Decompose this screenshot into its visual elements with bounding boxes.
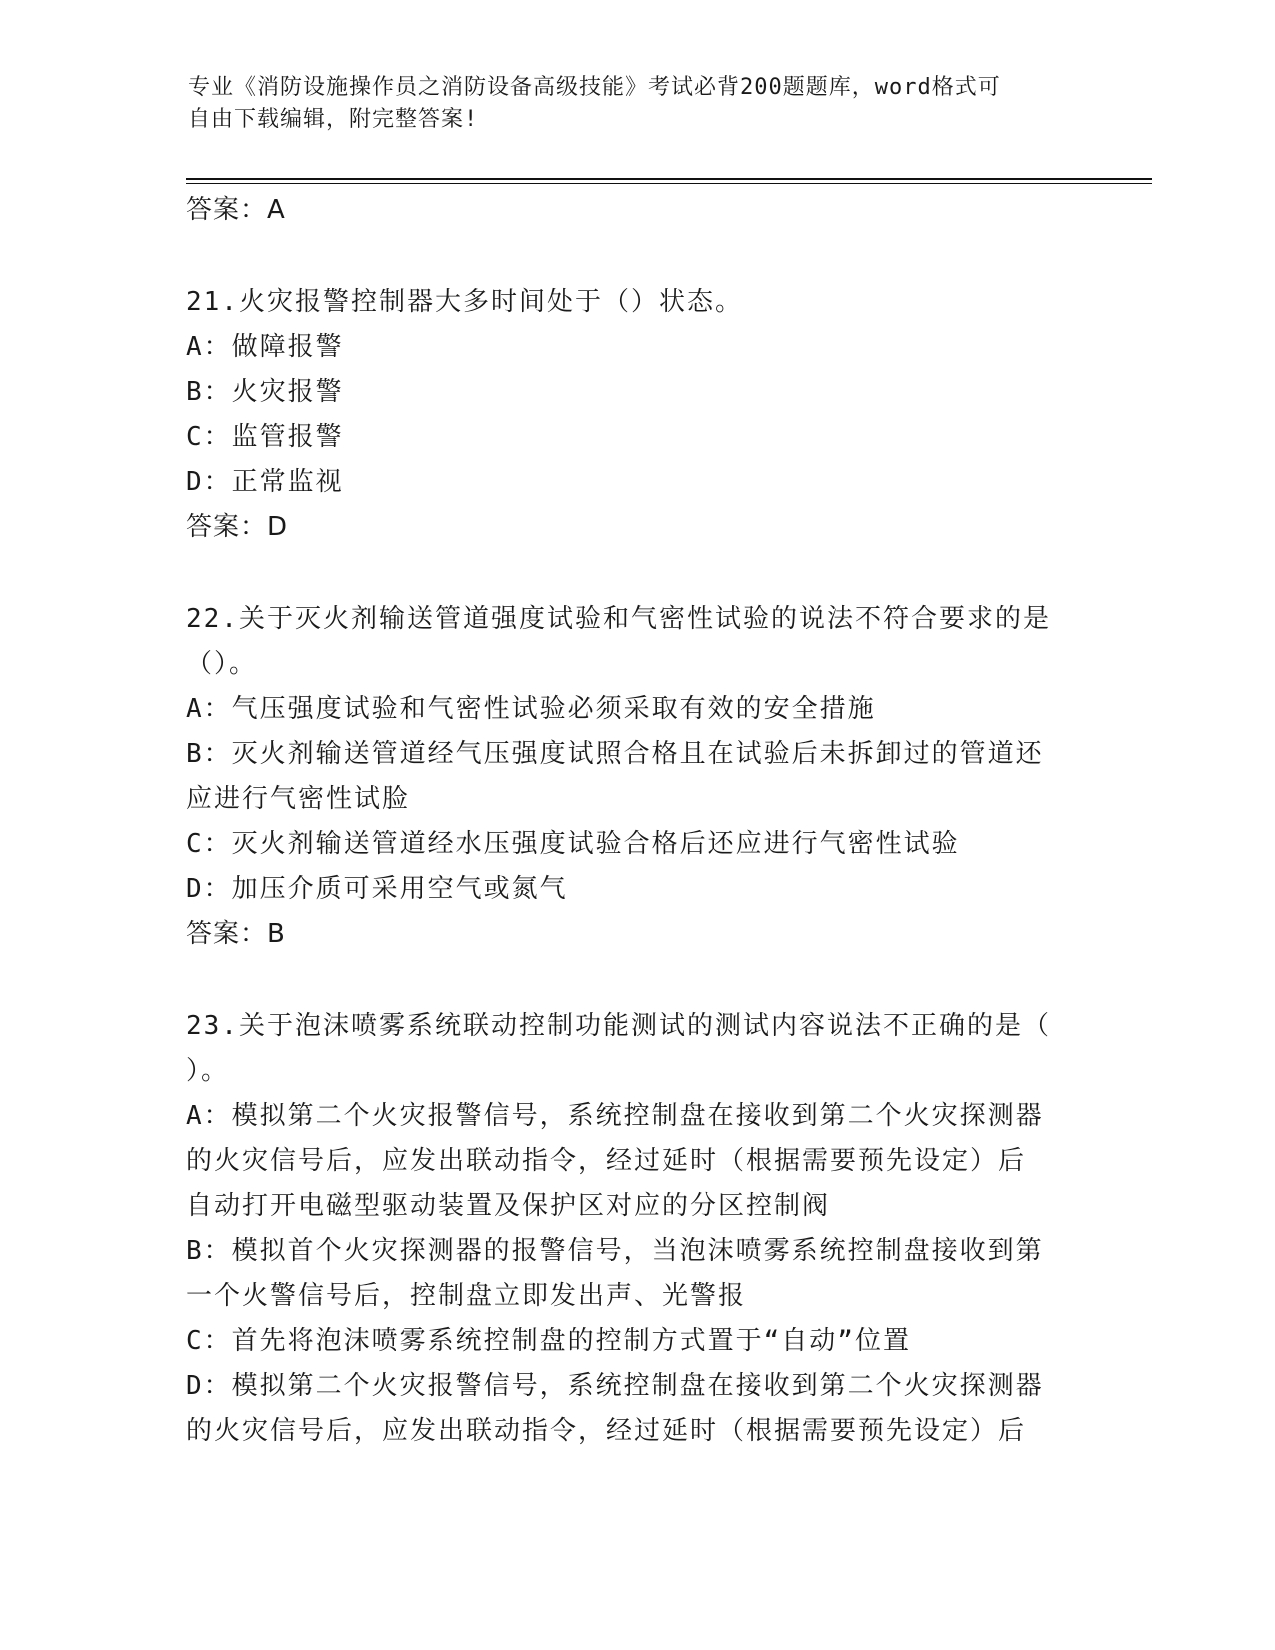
answer-line: 答案：B [186,919,286,949]
question-stem: 21.火灾报警控制器大多时间处于（）状态。 [186,287,743,317]
question-stem-cont: （）。 [186,649,258,679]
option-a-cont: 自动打开电磁型驱动装置及保护区对应的分区控制阀 [186,1191,831,1221]
option-a: A：气压强度试验和气密性试验必须采取有效的安全措施 [186,694,876,724]
header-line: 自由下载编辑，附完整答案! [188,107,479,132]
answer-line: 答案：A [186,195,286,225]
option-b-cont: 一个火警信号后，控制盘立即发出声、光警报 [186,1281,747,1311]
option-b: B：模拟首个火灾探测器的报警信号，当泡沫喷雾系统控制盘接收到第 [186,1236,1044,1266]
page-header [188,72,1068,136]
option-c: C：灭火剂输送管道经水压强度试验合格后还应进行气密性试验 [186,829,960,859]
option-c: C：监管报警 [186,422,344,452]
option-a-cont: 的火灾信号后，应发出联动指令，经过延时（根据需要预先设定）后 [186,1146,1027,1176]
answer-line: 答案：D [186,512,289,542]
option-b-cont: 应进行气密性试脸 [186,784,411,814]
option-a: A：做障报警 [186,332,344,362]
option-d-cont: 的火灾信号后，应发出联动指令，经过延时（根据需要预先设定）后 [186,1416,1027,1446]
option-b: B：灭火剂输送管道经气压强度试照合格且在试验后未拆卸过的管道还 [186,739,1044,769]
option-d: D：正常监视 [186,467,344,497]
question-stem-cont: ）。 [186,1056,230,1086]
option-d: D：加压介质可采用空气或氮气 [186,874,568,904]
header-divider-thin [186,183,1152,184]
option-c: C：首先将泡沫喷雾系统控制盘的控制方式置于“自动”位置 [186,1326,911,1356]
option-b: B：火灾报警 [186,377,344,407]
header-divider [186,178,1152,180]
question-block [186,597,1086,957]
question-stem: 22.关于灭火剂输送管道强度试验和气密性试验的说法不符合要求的是 [186,604,1051,634]
option-d: D：模拟第二个火灾报警信号，系统控制盘在接收到第二个火灾探测器 [186,1371,1044,1401]
header-line: 专业《消防设施操作员之消防设备高级技能》考试必背200题题库，word格式可 [188,75,1001,100]
question-block [186,280,1086,550]
question-list [186,188,1086,1454]
question-block [186,1004,1086,1454]
question-stem: 23.关于泡沫喷雾系统联动控制功能测试的测试内容说法不正确的是（ [186,1011,1051,1041]
option-a: A：模拟第二个火灾报警信号，系统控制盘在接收到第二个火灾探测器 [186,1101,1044,1131]
